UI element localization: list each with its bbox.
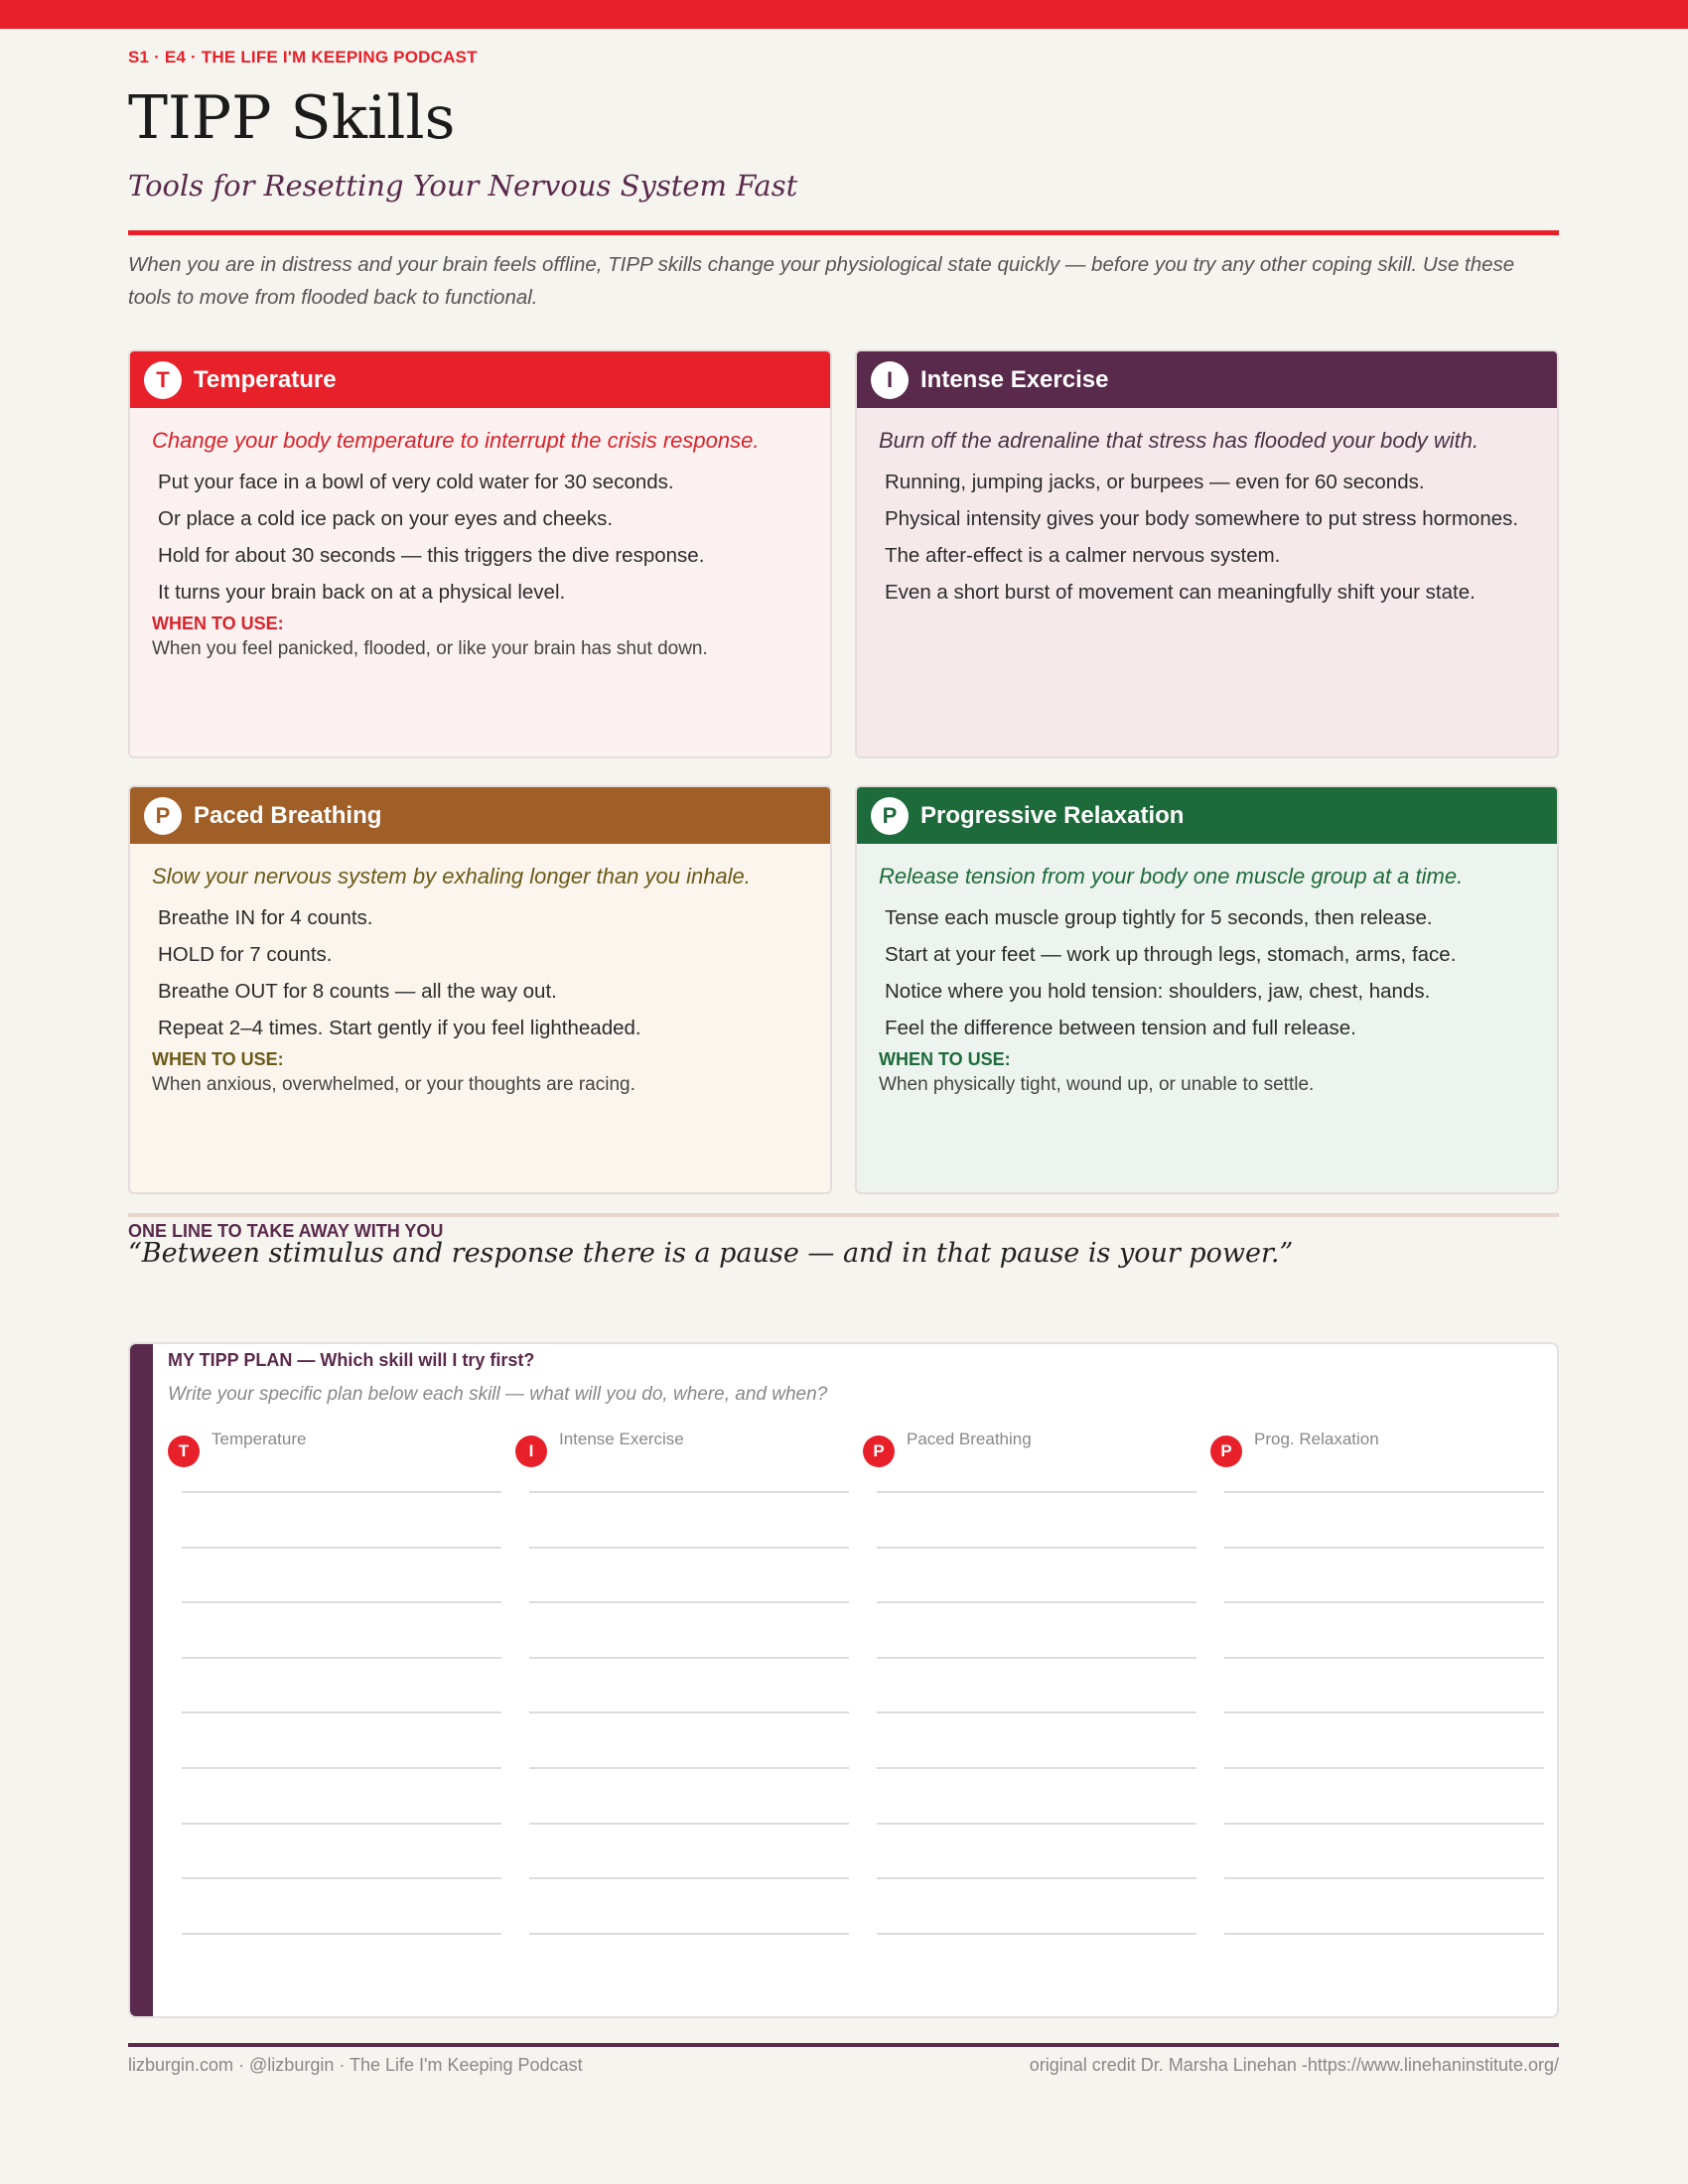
page-subtitle: Tools for Resetting Your Nervous System Fast bbox=[128, 169, 798, 203]
write-in-line[interactable] bbox=[1224, 1933, 1544, 1935]
card-header bbox=[857, 787, 1557, 844]
letter-badge: T bbox=[144, 361, 182, 399]
list-item: Or place a cold ice pack on your eyes and cheeks. bbox=[158, 507, 614, 530]
list-item: Notice where you hold tension: shoulders, jaw, chest, hands. bbox=[885, 980, 1431, 1003]
card-title: Intense Exercise bbox=[920, 365, 1109, 393]
eyebrow: S1 · E4 · THE LIFE I'M KEEPING PODCAST bbox=[128, 48, 478, 67]
top-accent-bar bbox=[0, 0, 1688, 29]
page-title: TIPP Skills bbox=[128, 83, 456, 153]
write-in-line[interactable] bbox=[529, 1601, 849, 1603]
card-progressive-relaxation bbox=[855, 785, 1559, 1194]
list-item: Breathe IN for 4 counts. bbox=[158, 906, 373, 929]
list-item: HOLD for 7 counts. bbox=[158, 943, 333, 966]
write-in-line[interactable] bbox=[529, 1711, 849, 1713]
list-item: It turns your brain back on at a physical level. bbox=[158, 581, 566, 604]
write-in-line[interactable] bbox=[877, 1823, 1196, 1825]
write-in-line[interactable] bbox=[877, 1547, 1196, 1549]
card-header bbox=[130, 787, 830, 844]
takeaway-quote: “Between stimulus and response there is a pause — and in that pause is your power.” bbox=[128, 1238, 1294, 1269]
write-in-line[interactable] bbox=[182, 1877, 501, 1879]
write-in-line[interactable] bbox=[1224, 1877, 1544, 1879]
card-lead: Change your body temperature to interrupt the crisis response. bbox=[152, 428, 760, 453]
write-in-line[interactable] bbox=[877, 1491, 1196, 1493]
when-to-use-text: When physically tight, wound up, or unable to settle. bbox=[879, 1074, 1315, 1095]
write-in-line[interactable] bbox=[182, 1547, 501, 1549]
write-in-line[interactable] bbox=[1224, 1601, 1544, 1603]
when-to-use-label: WHEN TO USE: bbox=[152, 1049, 284, 1069]
card-lead: Release tension from your body one muscle group at a time. bbox=[879, 864, 1464, 888]
takeaway-label: ONE LINE TO TAKE AWAY WITH YOU bbox=[128, 1221, 444, 1241]
plan-column-paced-breathing bbox=[863, 1430, 1187, 1991]
when-to-use-label: WHEN TO USE: bbox=[152, 614, 284, 633]
plan-column-intense-exercise bbox=[515, 1430, 839, 1991]
footer-divider bbox=[128, 2043, 1559, 2047]
plan-column-label: Intense Exercise bbox=[559, 1430, 684, 1448]
write-in-line[interactable] bbox=[1224, 1711, 1544, 1713]
letter-badge: P bbox=[1210, 1435, 1242, 1467]
write-in-line[interactable] bbox=[877, 1767, 1196, 1769]
write-in-line[interactable] bbox=[1224, 1767, 1544, 1769]
card-title: Progressive Relaxation bbox=[920, 801, 1185, 829]
letter-badge: I bbox=[515, 1435, 547, 1467]
list-item: Even a short burst of movement can meaningfully shift your state. bbox=[885, 581, 1476, 604]
takeaway-divider bbox=[128, 1213, 1559, 1217]
intro-text: When you are in distress and your brain feels offline, TIPP skills change your physiological state quickly — before you try any other coping skill. Use these tools to move from flooded back to functional. bbox=[128, 253, 1515, 309]
write-in-line[interactable] bbox=[182, 1601, 501, 1603]
list-item: Start at your feet — work up through legs, stomach, arms, face. bbox=[885, 943, 1457, 966]
card-lead: Burn off the adrenaline that stress has flooded your body with. bbox=[879, 428, 1479, 453]
card-header bbox=[130, 351, 830, 408]
letter-badge: P bbox=[863, 1435, 895, 1467]
write-in-line[interactable] bbox=[529, 1767, 849, 1769]
list-item: Put your face in a bowl of very cold water for 30 seconds. bbox=[158, 471, 674, 493]
letter-badge: P bbox=[871, 797, 909, 835]
write-in-line[interactable] bbox=[529, 1491, 849, 1493]
tipp-plan-box bbox=[128, 1342, 1559, 2018]
plan-column-temperature bbox=[168, 1430, 492, 1991]
write-in-line[interactable] bbox=[182, 1711, 501, 1713]
card-header bbox=[857, 351, 1557, 408]
footer-source-credit: original credit Dr. Marsha Linehan -https://www.linehaninstitute.org/ bbox=[1029, 2055, 1559, 2075]
write-in-line[interactable] bbox=[529, 1657, 849, 1659]
write-in-line[interactable] bbox=[877, 1877, 1196, 1879]
write-in-line[interactable] bbox=[877, 1711, 1196, 1713]
card-lead: Slow your nervous system by exhaling longer than you inhale. bbox=[152, 864, 751, 888]
footer-credits: lizburgin.com · @lizburgin · The Life I'm Keeping Podcast bbox=[128, 2055, 583, 2075]
write-in-line[interactable] bbox=[877, 1657, 1196, 1659]
card-intense-exercise bbox=[855, 349, 1559, 758]
write-in-line[interactable] bbox=[1224, 1823, 1544, 1825]
list-item: Feel the difference between tension and full release. bbox=[885, 1017, 1356, 1039]
card-title: Paced Breathing bbox=[194, 801, 382, 829]
list-item: Running, jumping jacks, or burpees — even for 60 seconds. bbox=[885, 471, 1425, 493]
when-to-use-label: WHEN TO USE: bbox=[879, 1049, 1011, 1069]
plan-column-progressive-relaxation bbox=[1210, 1430, 1534, 1991]
write-in-line[interactable] bbox=[182, 1823, 501, 1825]
write-in-line[interactable] bbox=[182, 1491, 501, 1493]
write-in-line[interactable] bbox=[877, 1601, 1196, 1603]
list-item: Repeat 2–4 times. Start gently if you feel lightheaded. bbox=[158, 1017, 641, 1039]
write-in-line[interactable] bbox=[1224, 1491, 1544, 1493]
write-in-line[interactable] bbox=[529, 1823, 849, 1825]
title-divider bbox=[128, 230, 1559, 235]
list-item: Breathe OUT for 8 counts — all the way out. bbox=[158, 980, 557, 1003]
write-in-line[interactable] bbox=[529, 1933, 849, 1935]
plan-column-label: Temperature bbox=[211, 1430, 307, 1448]
card-title: Temperature bbox=[194, 365, 337, 393]
list-item: Hold for about 30 seconds — this triggers the dive response. bbox=[158, 544, 705, 567]
write-in-line[interactable] bbox=[1224, 1547, 1544, 1549]
write-in-line[interactable] bbox=[529, 1547, 849, 1549]
write-in-line[interactable] bbox=[182, 1933, 501, 1935]
letter-badge: T bbox=[168, 1435, 200, 1467]
write-in-line[interactable] bbox=[182, 1767, 501, 1769]
card-paced-breathing bbox=[128, 785, 832, 1194]
letter-badge: I bbox=[871, 361, 909, 399]
write-in-line[interactable] bbox=[182, 1657, 501, 1659]
write-in-line[interactable] bbox=[529, 1877, 849, 1879]
plan-accent-bar bbox=[130, 1344, 153, 2016]
list-item: Physical intensity gives your body somewhere to put stress hormones. bbox=[885, 507, 1519, 530]
write-in-line[interactable] bbox=[877, 1933, 1196, 1935]
plan-title: MY TIPP PLAN — Which skill will I try first? bbox=[168, 1350, 535, 1370]
when-to-use-text: When anxious, overwhelmed, or your thoughts are racing. bbox=[152, 1074, 635, 1095]
card-temperature bbox=[128, 349, 832, 758]
plan-column-label: Prog. Relaxation bbox=[1254, 1430, 1379, 1448]
letter-badge: P bbox=[144, 797, 182, 835]
when-to-use-text: When you feel panicked, flooded, or like your brain has shut down. bbox=[152, 638, 708, 659]
plan-hint: Write your specific plan below each skill — what will you do, where, and when? bbox=[168, 1384, 828, 1405]
write-in-line[interactable] bbox=[1224, 1657, 1544, 1659]
list-item: Tense each muscle group tightly for 5 seconds, then release. bbox=[885, 906, 1433, 929]
plan-column-label: Paced Breathing bbox=[907, 1430, 1032, 1448]
list-item: The after-effect is a calmer nervous system. bbox=[885, 544, 1281, 567]
